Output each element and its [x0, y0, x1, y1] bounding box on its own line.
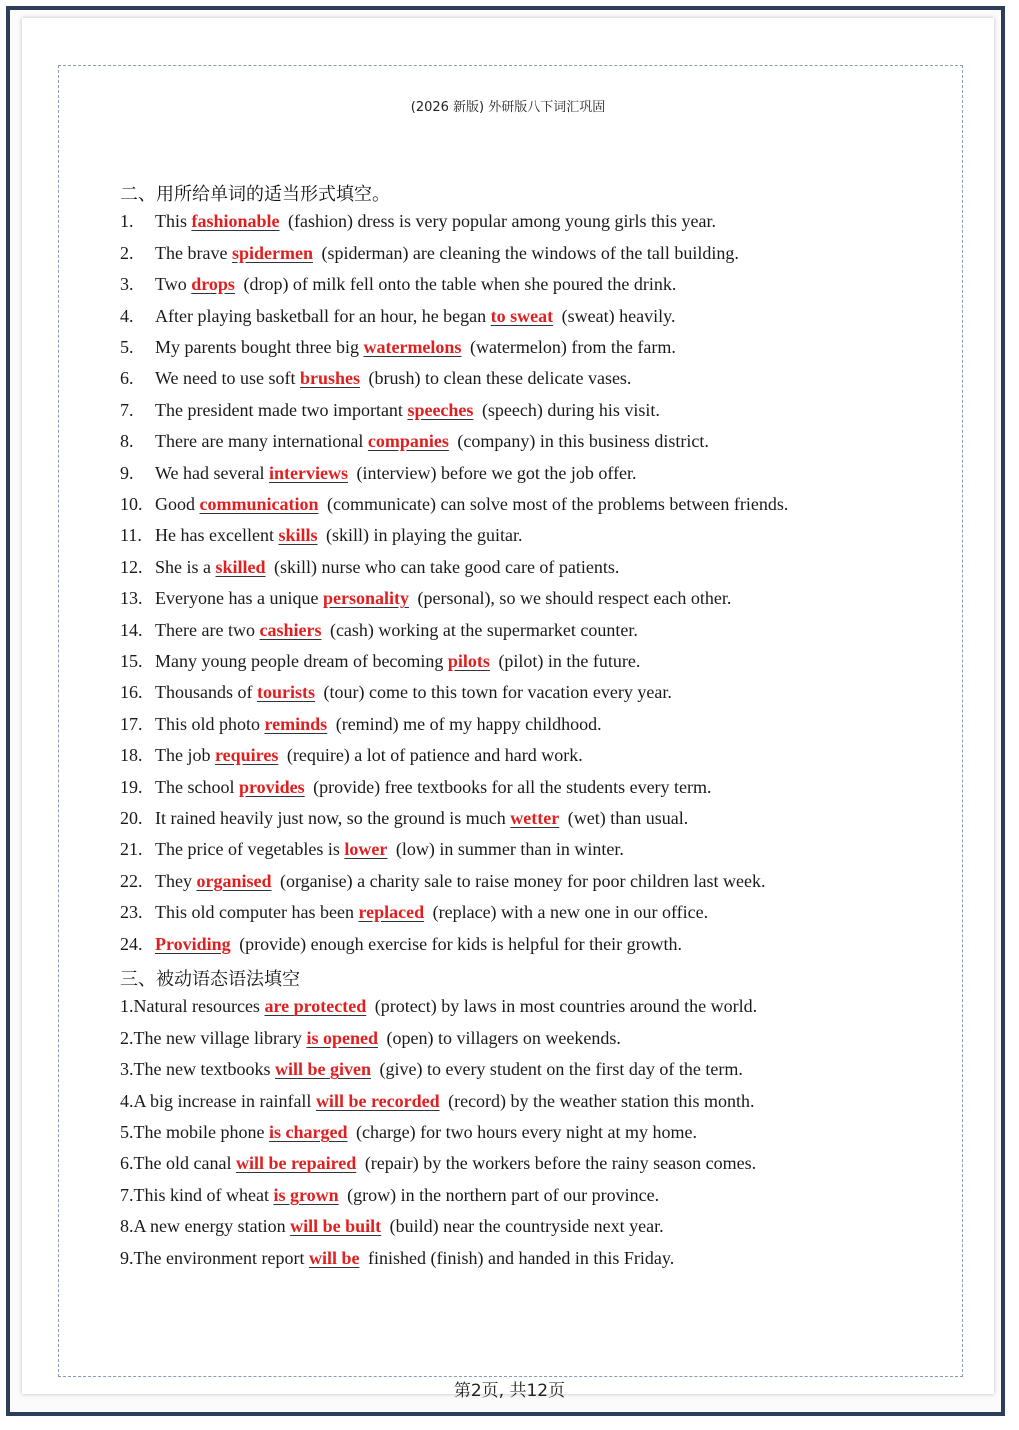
item-number: 5. [120, 337, 134, 357]
answer-blank: interviews [269, 462, 348, 483]
exercise-item [120, 714, 602, 735]
answer-blank: will be recorded [315, 1090, 440, 1111]
item-text: After playing basketball for an hour, he began [155, 305, 491, 326]
answer-blank: drops [191, 274, 235, 295]
item-text: This old computer has been [155, 902, 359, 923]
answer-blank: wetter [510, 808, 560, 828]
item-text: Good [155, 494, 200, 514]
item-text: (require) a lot of patience and hard work. [282, 745, 583, 766]
item-text: (build) near the countryside next year. [385, 1216, 664, 1237]
passive-exercise-item [120, 1091, 755, 1112]
item-number: 22. [120, 870, 143, 891]
answer-blank: are protected [264, 996, 367, 1017]
item-text: He has excellent [155, 525, 279, 546]
item-text: (cash) working at the supermarket counter. [325, 619, 638, 640]
exercise-item [120, 463, 637, 484]
item-text: The job [155, 745, 215, 766]
passive-exercise-item [120, 1153, 756, 1174]
item-text: (grow) in the northern part of our province. [342, 1184, 660, 1205]
exercise-item [120, 620, 638, 641]
item-number: 2. [120, 1027, 134, 1048]
passive-exercise-item [120, 996, 757, 1017]
answer-blank: reminds [264, 713, 328, 734]
exercise-item [120, 777, 712, 798]
item-text: A new energy station [133, 1216, 291, 1237]
item-text: (skill) in playing the guitar. [321, 525, 523, 546]
answer-blank: personality [322, 588, 409, 609]
passive-exercise-item [120, 1059, 743, 1080]
item-text: They [155, 870, 197, 891]
item-number: 24. [120, 933, 143, 954]
item-number: 23. [120, 902, 143, 923]
exercise-item [120, 431, 709, 452]
exercise-item [120, 243, 739, 264]
exercise-item [120, 494, 788, 515]
item-number: 2. [120, 242, 134, 263]
item-text: (provide) enough exercise for kids is helpful for their growth. [234, 933, 683, 954]
answer-blank: Providing [155, 933, 231, 954]
item-text: This old photo [155, 713, 265, 734]
exercise-item [120, 808, 688, 829]
item-number: 16. [120, 682, 143, 703]
item-text: (speech) during his visit. [477, 399, 660, 420]
item-text: (sweat) heavily. [557, 305, 676, 326]
item-text: (spiderman) are cleaning the windows of the tall building. [316, 242, 739, 263]
item-text: Many young people dream of becoming [155, 651, 448, 671]
answer-blank: replaced [358, 902, 425, 923]
exercise-item [120, 934, 682, 955]
item-text: The school [155, 776, 239, 797]
answer-blank: will be given [274, 1059, 371, 1080]
document-page [22, 18, 994, 1394]
answer-blank: companies [367, 431, 449, 452]
item-number: 17. [120, 713, 143, 734]
exercise-item [120, 651, 640, 672]
item-text: Two [155, 274, 192, 295]
answer-blank: provides [238, 776, 305, 797]
item-number: 6. [120, 1153, 134, 1174]
exercise-item [120, 211, 716, 232]
section-3-title: 三、被动语态语法填空 [120, 969, 300, 990]
answer-blank: will be [308, 1247, 360, 1268]
item-number: 7. [120, 399, 134, 420]
item-text: Thousands of [155, 682, 257, 703]
item-number: 10. [120, 494, 143, 514]
item-text: The environment report [133, 1247, 309, 1268]
item-number: 15. [120, 651, 143, 671]
item-number: 8. [120, 431, 134, 452]
answer-blank: fashionable [191, 211, 280, 232]
exercise-item [120, 525, 522, 546]
answer-blank: is grown [273, 1184, 339, 1205]
item-text: (low) in summer than in winter. [391, 839, 624, 860]
answer-blank: organised [196, 870, 272, 891]
item-text: (open) to villagers on weekends. [381, 1027, 621, 1048]
item-text: My parents bought three big [155, 337, 364, 357]
item-text: (company) in this business district. [452, 431, 709, 452]
item-text: (provide) free textbooks for all the students every term. [308, 776, 712, 797]
exercise-item [120, 400, 660, 421]
exercise-item [120, 557, 619, 578]
exercise-item [120, 274, 676, 295]
item-number: 3. [120, 1059, 134, 1080]
item-text: (record) by the weather station this month. [443, 1090, 755, 1111]
answer-blank: lower [344, 839, 388, 860]
item-text: The price of vegetables is [155, 839, 345, 860]
item-number: 21. [120, 839, 143, 860]
exercise-item [120, 682, 672, 703]
item-text: A big increase in rainfall [133, 1090, 316, 1111]
item-text: (charge) for two hours every night at my home. [351, 1122, 698, 1142]
item-number: 6. [120, 368, 134, 389]
item-text: (interview) before we got the job offer. [351, 462, 637, 483]
item-text: (give) to every student on the first day of the term. [374, 1059, 743, 1080]
item-number: 7. [120, 1184, 134, 1205]
item-text: The brave [155, 242, 232, 263]
item-number: 9. [120, 1247, 134, 1268]
item-number: 20. [120, 808, 143, 828]
item-number: 3. [120, 274, 134, 295]
item-number: 9. [120, 462, 134, 483]
answer-blank: spidermen [231, 242, 313, 263]
item-text: (pilot) in the future. [493, 651, 641, 671]
item-text: (skill) nurse who can take good care of patients. [269, 556, 620, 577]
item-text: (remind) me of my happy childhood. [331, 713, 602, 734]
exercise-item [120, 337, 676, 358]
exercise-item [120, 588, 731, 609]
item-number: 1. [120, 211, 134, 232]
item-text: She is a [155, 556, 216, 577]
item-number: 11. [120, 525, 142, 546]
item-text: We need to use soft [155, 368, 301, 389]
item-text: (watermelon) from the farm. [465, 337, 676, 357]
answer-blank: brushes [300, 368, 361, 389]
item-number: 8. [120, 1216, 134, 1237]
item-text: Everyone has a unique [155, 588, 323, 609]
passive-exercise-item [120, 1185, 659, 1206]
exercise-item [120, 871, 766, 892]
answer-blank: requires [215, 745, 279, 766]
item-text: This kind of wheat [133, 1184, 274, 1205]
item-number: 14. [120, 619, 143, 640]
item-text: The mobile phone [133, 1122, 269, 1142]
answer-blank: watermelons [363, 337, 462, 357]
answer-blank: is charged [268, 1122, 348, 1142]
item-text: It rained heavily just now, so the ground is much [155, 808, 511, 828]
exercise-item [120, 902, 708, 923]
item-number: 5. [120, 1122, 134, 1142]
item-text: (wet) than usual. [563, 808, 689, 828]
item-text: The old canal [133, 1153, 236, 1174]
exercise-item [120, 839, 624, 860]
item-number: 19. [120, 776, 143, 797]
answer-blank: is opened [306, 1027, 378, 1048]
passive-exercise-item [120, 1248, 674, 1269]
item-number: 1. [120, 996, 134, 1017]
item-text: (fashion) dress is very popular among young girls this year. [283, 211, 716, 232]
item-text: (repair) by the workers before the rainy season comes. [360, 1153, 757, 1174]
item-text: The president made two important [155, 399, 408, 420]
item-text: The new village library [133, 1027, 307, 1048]
item-number: 13. [120, 588, 143, 609]
exercise-item [120, 745, 583, 766]
exercise-item [120, 368, 631, 389]
item-text: finished (finish) and handed in this Friday. [363, 1247, 675, 1268]
answer-blank: will be repaired [235, 1153, 357, 1174]
item-text: (organise) a charity sale to raise money for poor children last week. [275, 870, 766, 891]
answer-blank: communication [199, 494, 319, 514]
answer-blank: skilled [215, 556, 266, 577]
passive-exercise-item [120, 1122, 697, 1143]
page-footer: 第2页, 共12页 [453, 1381, 566, 1401]
item-text: (replace) with a new one in our office. [428, 902, 709, 923]
item-text: We had several [155, 462, 269, 483]
answer-blank: tourists [257, 682, 315, 703]
passive-exercise-item [120, 1216, 664, 1237]
item-number: 12. [120, 556, 143, 577]
answer-blank: cashiers [259, 619, 322, 640]
item-text: There are many international [155, 431, 368, 452]
item-text: There are two [155, 619, 260, 640]
item-text: (personal), so we should respect each other. [412, 588, 732, 609]
answer-blank: will be built [290, 1216, 382, 1237]
passive-exercise-item [120, 1028, 621, 1049]
exercise-item [120, 306, 675, 327]
item-text: Natural resources [133, 996, 265, 1017]
page-header: (2026 新版) 外研版八下词汇巩固 [410, 100, 606, 115]
item-number: 4. [120, 305, 134, 326]
item-text: The new textbooks [133, 1059, 275, 1080]
item-text: (drop) of milk fell onto the table when she poured the drink. [238, 274, 677, 295]
item-text: (tour) come to this town for vacation every year. [319, 682, 672, 703]
answer-blank: pilots [447, 651, 490, 671]
item-text: (protect) by laws in most countries around the world. [370, 996, 758, 1017]
section-2-title: 二、用所给单词的适当形式填空。 [120, 184, 390, 205]
item-text: (communicate) can solve most of the problems between friends. [322, 494, 789, 514]
item-number: 4. [120, 1090, 134, 1111]
answer-blank: to sweat [490, 305, 554, 326]
item-number: 18. [120, 745, 143, 766]
answer-blank: skills [278, 525, 318, 546]
item-text: This [155, 211, 192, 232]
item-text: (brush) to clean these delicate vases. [364, 368, 632, 389]
answer-blank: speeches [407, 399, 474, 420]
